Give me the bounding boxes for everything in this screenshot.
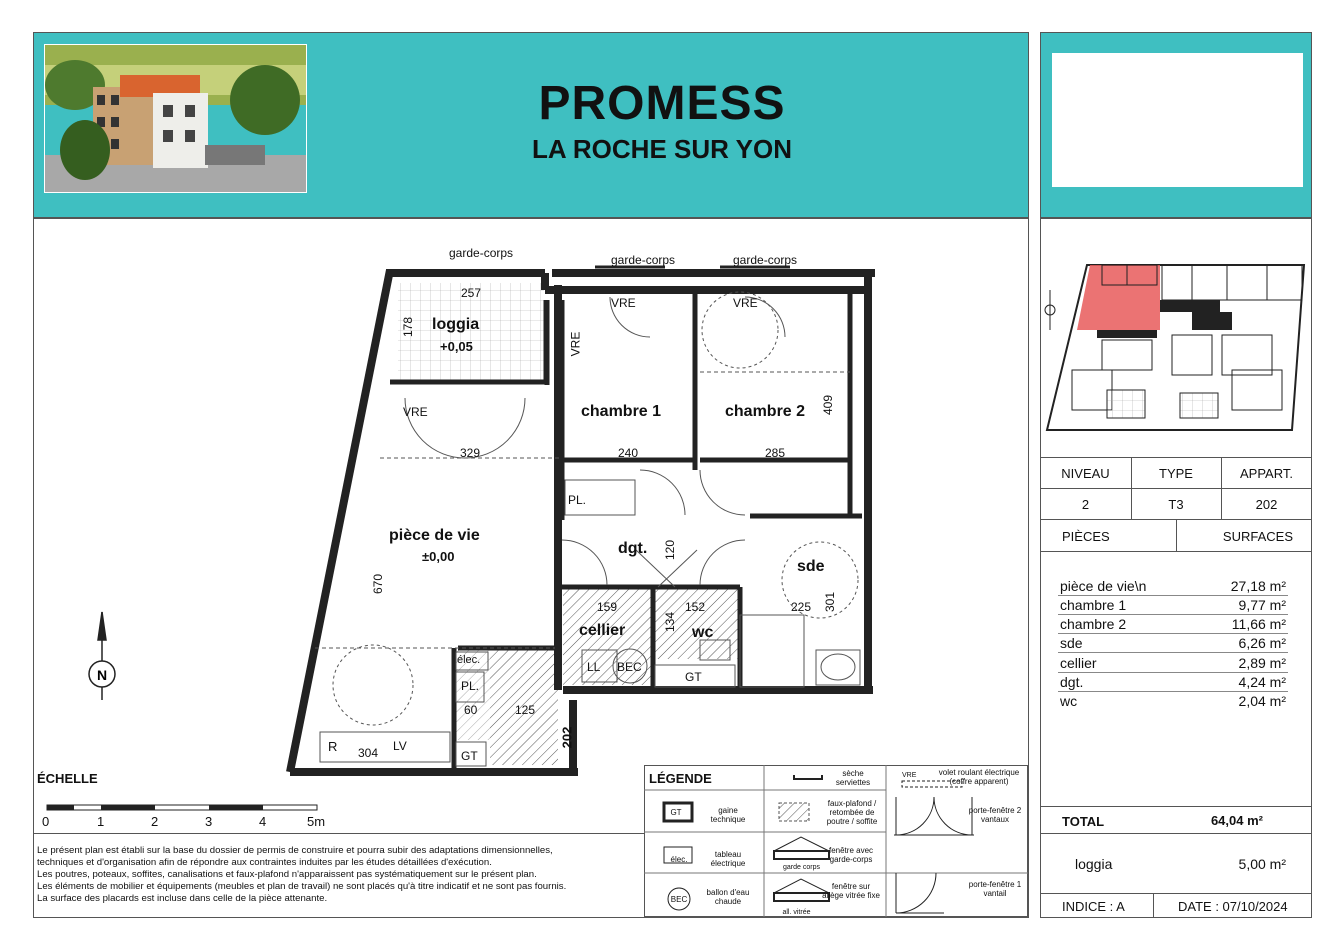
r-label: R [328, 739, 338, 754]
indice-line [1040, 893, 1312, 894]
gt-label-2: GT [461, 749, 478, 763]
scale-bar [47, 805, 317, 810]
dim-301: 301 [823, 591, 838, 613]
indice-divider [1153, 893, 1154, 917]
header-type: TYPE [1159, 465, 1193, 481]
value-appart: 202 [1255, 496, 1278, 512]
legend-faux-plafond: faux-plafond / retombée de poutre / soffite [826, 799, 878, 826]
room-line-2 [1058, 614, 1288, 615]
legend-porte-fenetre-1: porte-fenêtre 1 vantail [968, 880, 1022, 898]
room-piece-de-vie: pièce de vie [389, 527, 480, 544]
dim-120: 120 [663, 539, 678, 561]
legend-tableau-tag: élec. [670, 855, 688, 864]
room-line-6 [1058, 691, 1288, 692]
surfaces-header: SURFACES [1222, 529, 1293, 544]
loggia-value: 5,00 m² [1238, 856, 1286, 872]
room-line-5 [1058, 672, 1288, 673]
legend-tableau: tableau électrique [710, 850, 746, 868]
dim-670: 670 [371, 573, 386, 595]
legend-gc-tag: garde corps [783, 864, 820, 871]
dim-178: 178 [401, 316, 416, 338]
room-wc: wc [692, 624, 714, 641]
scale-label: ÉCHELLE [37, 771, 98, 786]
total-label: TOTAL [1062, 814, 1105, 829]
note-line-5: La surface des placards est incluse dans celle de la pièce attenante. [37, 893, 328, 904]
room-row-surface: 2,04 m² [1238, 693, 1286, 709]
room-row-surface: 2,89 m² [1238, 655, 1286, 671]
legend-volet: volet roulant électrique (coffre apparent) [938, 768, 1020, 786]
room-chambre-2: chambre 2 [725, 403, 806, 420]
vre-label-4: VRE [403, 405, 428, 419]
room-row-name: cellier [1060, 655, 1097, 671]
room-row-name: wc [1060, 693, 1078, 709]
legend-ballon: ballon d'eau chaude [706, 888, 750, 906]
room-row-surface: 9,77 m² [1238, 597, 1286, 613]
dim-304: 304 [358, 746, 379, 760]
scale-tick-3: 3 [205, 814, 213, 829]
note-line-1: Le présent plan est établi sur la base du dossier de permis de construire et pourra subir des adaptations dimensionnelles, [37, 845, 553, 856]
garde-corps-label-2: garde-corps [611, 253, 676, 267]
header-appart: APPART. [1240, 465, 1293, 481]
dim-152: 152 [685, 600, 706, 614]
info-row-line-3 [1040, 551, 1312, 552]
dim-240: 240 [618, 446, 639, 460]
svg-text:N: N [96, 667, 108, 683]
legend-title: LÉGENDE [649, 771, 712, 786]
vre-label-3: VRE [568, 331, 583, 357]
loggia-label: loggia [1075, 856, 1113, 872]
key-plan [1042, 260, 1310, 435]
legend-fenetre-allege: fenêtre sur allège vitrée fixe [822, 882, 880, 900]
logo-placeholder [1052, 53, 1303, 187]
pl-label-2: PL. [461, 679, 480, 693]
project-title: PROMESS [538, 77, 786, 130]
info-col-line-3 [1176, 519, 1177, 551]
room-row-name: sde [1060, 635, 1083, 651]
apt-number-plan: 202 [559, 726, 575, 749]
room-row-name: chambre 2 [1060, 616, 1127, 632]
room-row-name: chambre 1 [1060, 597, 1127, 613]
vre-label-2: VRE [733, 296, 758, 310]
ll-label: LL [587, 660, 601, 674]
total-line-bottom [1040, 833, 1312, 834]
dim-257: 257 [461, 286, 482, 300]
elec-label: élec. [457, 654, 481, 666]
note-line-2: techniques et d'organisation afin de répondre aux contraintes induites par les études détaillées d'exécution. [37, 857, 492, 868]
header-niveau: NIVEAU [1061, 465, 1110, 481]
legend-fenetre-gc: fenêtre avec garde-corps [828, 846, 874, 864]
room-row-surface: 27,18 m² [1230, 578, 1286, 594]
legend-gaine: gaine technique [710, 806, 746, 824]
pl-label-1: PL. [568, 493, 587, 507]
dim-159: 159 [597, 600, 618, 614]
legend-vre-tag: VRE [902, 772, 917, 779]
piece-level: ±0,00 [422, 549, 455, 564]
legend-ballon-tag: BEC [670, 895, 688, 904]
loggia-level: +0,05 [440, 339, 473, 354]
scale-tick-2: 2 [151, 814, 159, 829]
pieces-header: PIÈCES [1062, 529, 1110, 544]
legend-seche-serviettes: sèche serviettes [835, 769, 871, 787]
legend-gaine-tag: GT [670, 808, 682, 817]
dim-125: 125 [515, 703, 536, 717]
room-dgt: dgt. [618, 540, 648, 557]
room-loggia: loggia [432, 316, 480, 333]
legend-allege-tag: all. vitrée [782, 909, 811, 916]
room-row-surface: 6,26 m² [1238, 635, 1286, 651]
date-label: DATE : 07/10/2024 [1178, 899, 1288, 914]
bec-label: BEC [617, 660, 642, 674]
garde-corps-label-1: garde-corps [449, 246, 514, 260]
room-line-3 [1058, 633, 1288, 634]
dim-225: 225 [791, 600, 812, 614]
dim-60: 60 [464, 703, 478, 717]
gt-label-1: GT [685, 670, 702, 684]
room-row-surface: 11,66 m² [1231, 616, 1286, 632]
value-niveau: 2 [1081, 496, 1090, 512]
notes-divider [33, 833, 644, 834]
room-sde: sde [797, 558, 825, 575]
room-row-name: pièce de vie\n [1060, 578, 1147, 594]
scale-tick-5: 5m [307, 814, 326, 829]
room-line-1 [1058, 595, 1288, 596]
total-line-top [1040, 806, 1312, 807]
dim-409: 409 [821, 394, 836, 416]
room-line-4 [1058, 652, 1288, 653]
indice-label: INDICE : A [1062, 899, 1125, 914]
legend-porte-fenetre-2: porte-fenêtre 2 vantaux [968, 806, 1022, 824]
total-value: 64,04 m² [1210, 813, 1263, 828]
garde-corps-label-3: garde-corps [733, 253, 798, 267]
room-chambre-1: chambre 1 [581, 403, 662, 420]
dim-329: 329 [460, 446, 481, 460]
room-row-name: dgt. [1060, 674, 1084, 690]
dim-134: 134 [663, 611, 678, 633]
dim-285: 285 [765, 446, 786, 460]
note-line-3: Les poutres, poteaux, soffites, canalisations et faux-plafond n'apparaissent pas systématiquement sur le présent plan. [37, 869, 537, 880]
note-line-4: Les éléments de mobilier et équipements (meubles et plan de travail) ne sont placés qu'à titre indicatif et ne sont pas fournis. [37, 881, 567, 892]
scale-tick-1: 1 [97, 814, 105, 829]
scale-tick-0: 0 [42, 814, 50, 829]
lv-label: LV [393, 739, 407, 753]
room-row-surface: 4,24 m² [1238, 674, 1286, 690]
scale-tick-4: 4 [259, 814, 267, 829]
room-cellier: cellier [579, 622, 626, 639]
vre-label-1: VRE [611, 296, 636, 310]
north-arrow-icon [89, 612, 115, 700]
value-type: T3 [1168, 496, 1184, 512]
project-city: LA ROCHE SUR YON [531, 134, 793, 164]
